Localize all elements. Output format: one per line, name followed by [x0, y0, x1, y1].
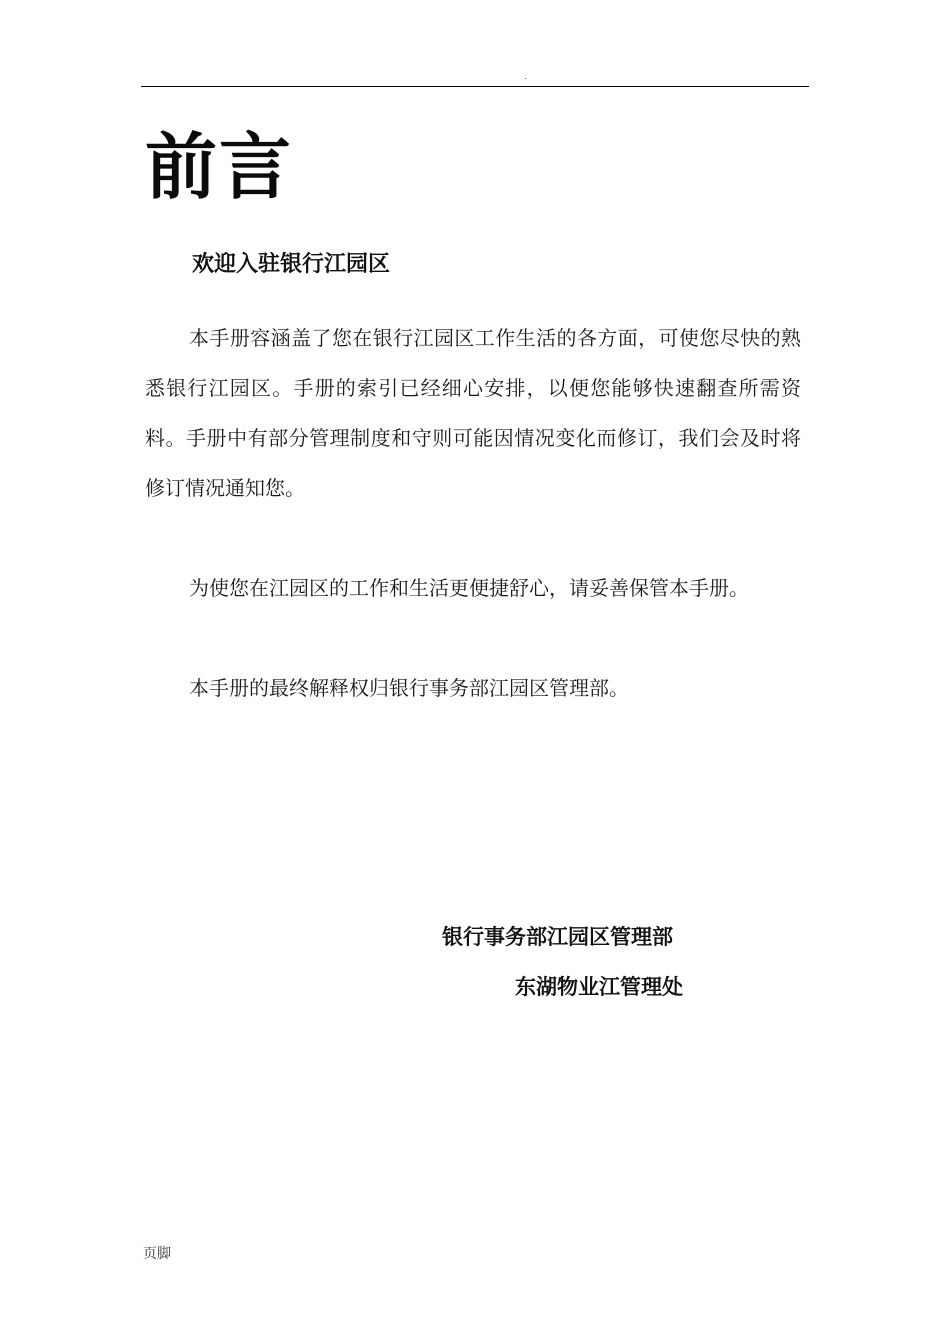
signature-property-office: 东湖物业江管理处: [515, 975, 683, 999]
welcome-heading: 欢迎入驻银行江园区: [192, 252, 391, 277]
header-mark: .: [524, 72, 527, 81]
interpretation-paragraph: 本手册的最终解释权归银行事务部江园区管理部。: [189, 676, 629, 700]
care-paragraph: 为使您在江园区的工作和生活更便捷舒心，请妥善保管本手册。: [189, 576, 749, 600]
header-rule: [141, 86, 809, 87]
signature-department: 银行事务部江园区管理部: [442, 925, 673, 949]
footer-label: 页脚: [143, 1246, 171, 1262]
page-title: 前言: [145, 125, 294, 209]
intro-paragraph: 本手册容涵盖了您在银行江园区工作生活的各方面，可使您尽快的熟悉银行江园区。手册的索引已经细心安排，以便您能够快速翻查所需资料。手册中有部分管理制度和守则可能因情况变化而修订，我们会及时将修订情况通知您。: [145, 326, 801, 500]
